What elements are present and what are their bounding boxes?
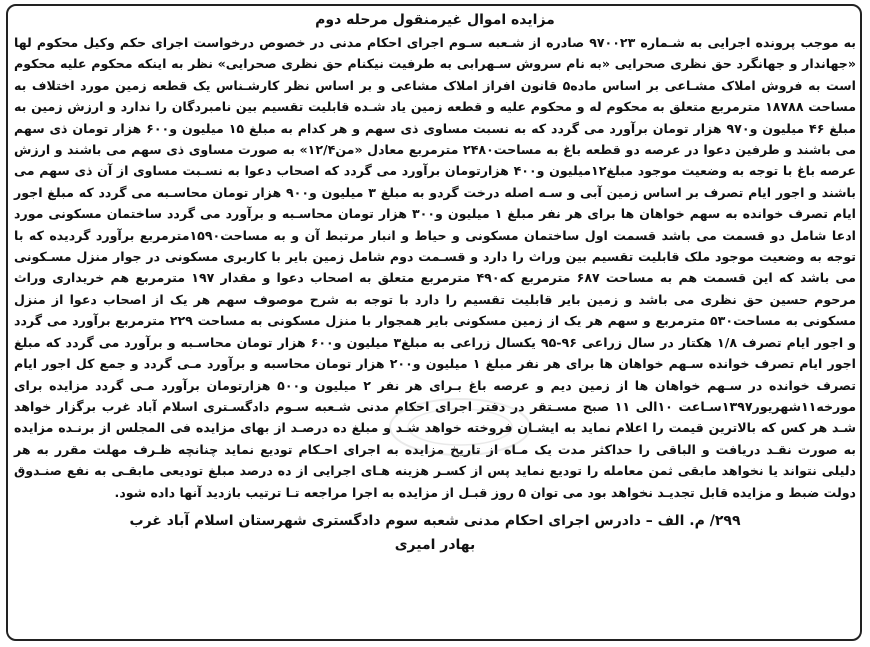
notice-body: به موجب پرونده اجرایی به شـماره ۹۷۰۰۲۳ صادره از شـعبه سـوم اجرای احکام مدنی در خصوص درخواست اجرای حکم وکیل محکوم لها «جهاندار و جهانگرد حق نظری صحرایی «به نام سروش سـهرابی به طرفیت نیکنام حق نظری صحرایی» نظر به اینکه محکوم علیه محکوم است به فروش املاک مشـاعی بر اساس ماده۵ قانون افراز املاک مشاعی و بر اساس نظر کارشـناس یک قطعه زمین مورد اختلاف به مساحت ۱۸۷۸۸ مترمربع متعلق به محکوم له و محکوم علیه و قطعه زمین یاد شـده قابلیت تقسیم بین نامبردگان را ندارد و ارزش زمین به مبلغ ۴۶ میلیون و۹۷۰ هزار تومان برآورد می گردد که به نسبت مساوی ذی سهم و هر کدام به مبلغ ۱۵ میلیون و۶۰۰ هزار تومان ذی سهم می باشند و طرفین دعوا در عرصه دو قطعه باغ به مساحت۲۴۸۰ مترمربع معادل «من۱۲/۴» به صورت مساوی ذی سهم می باشند و ارزش عرصه باغ با توجه به وضعیت موجود مبلغ۱۲میلیون و۴۰۰ هزارتومان برآورد می گردد که اصحاب دعوا به نسـبت مساوی از آن ذی سهم می باشند و اجور ایام تصرف بر اساس زمین آبی و سـه اصله درخت گردو به مبلغ ۳ میلیون و۹۰۰ هزار تومان محاسـبه می گردد که مبلغ اجور ایام تصرف خوانده به سهم خواهان ها برای هر نفر مبلغ ۱ میلیون و۳۰۰ هزار تومان محاسـبه و برآورد می گردد ساختمان مسکونی مورد ادعا شامل دو قسمت می باشد قسمت اول ساختمان مسکونی و حیاط و انبار مرتبط آن و به مساحت۱۵۹۰مترمربع برآورد گردیده که با توجه به وضعیت موجود ملک قابلیت تقسیم بین وراث را دارد و قسـمت دوم شامل زمین بایر با کاربری مسکونی در جوار منزل مسـکونی می باشد که این قسمت هم به مساحت ۶۸۷ مترمربع که۴۹۰ مترمربع متعلق به اصحاب دعوا و مقدار ۱۹۷ مترمربع هم خریداری وراث مرحوم حسین حق نظری می باشد و زمین بایر قابلیت تقسیم را دارد با توجه به شرح موصوف سهم هر یک از اصحاب دعوا از منزل مسکونی به مساحت۵۳۰ مترمربع و سهم هر یک از زمین مسکونی بایر همجوار با منزل مسکونی به مساحت ۲۲۹ مترمربع برآورد می گردد و اجور ایام تصرف ۱/۸ هکتار در سال زراعی ۹۶-۹۵ یکسال زراعی به مبلغ۳ میلیون و۶۰۰ هزار تومان محاسـبه و برآورد می گردد که مبلغ اجور ایام تصرف خوانده سـهم خواهان ها برای هر نفر مبلغ ۱ میلیون و۲۰۰ هزار تومان محاسبه و برآورد مـی گردد و جمع کل اجور ایام تصرف خوانده در سـهم خواهان ها از زمین دیم و عرصه باغ بـرای هر نفر ۲ میلیون و۵۰۰ هزارتومان برآورد مـی گردد مزایده برای مورخه۱۱شهریور۱۳۹۷سـاعت ۱۰الی ۱۱ صبح مسـتقر در دفتر اجرای احکام مدنی شـعبه سـوم دادگسـتری اسلام آباد غرب برگزار خواهد شـد هر کس که بالاترین قیمت را اعلام نماید به ایشـان فروخته خواهد شـد و مبلغ ده درصـد از بهای مزایده فی المجلس از برنـده مزایده به صورت نقـد دریافت و الباقی را حداکثر مدت یک مـاه از تاریخ مزایده به اجرای احـکام تودیع نماید چنانچه ظـرف مهلت مقرر به هر دلیلی نتواند یا نخواهد مابقی ثمن معامله را تودیع نماید پس از کسـر هزینه هـای اجرایی از ده درصد مبلغ تودیعی مابقـی به نفع صنـدوق دولت ضبط و مزایده قابل تجدیـد نخواهد بود می توان ۵ روز قبـل از مزایده به اجرا مراجعه تـا ترتیب بازدید آنها داده شود.: [14, 35, 857, 500]
auction-notice: [14, 10, 856, 557]
notice-title: مزایده اموال غیرمنقول مرحله دوم: [315, 12, 555, 28]
notice-issuer-line: ۲۹۹/ م. الف – دادرس اجرای احکام مدنی شعبه سوم دادگستری شهرستان اسلام آباد غرب: [129, 512, 741, 529]
notice-signer: بهادر امیری: [394, 536, 476, 553]
